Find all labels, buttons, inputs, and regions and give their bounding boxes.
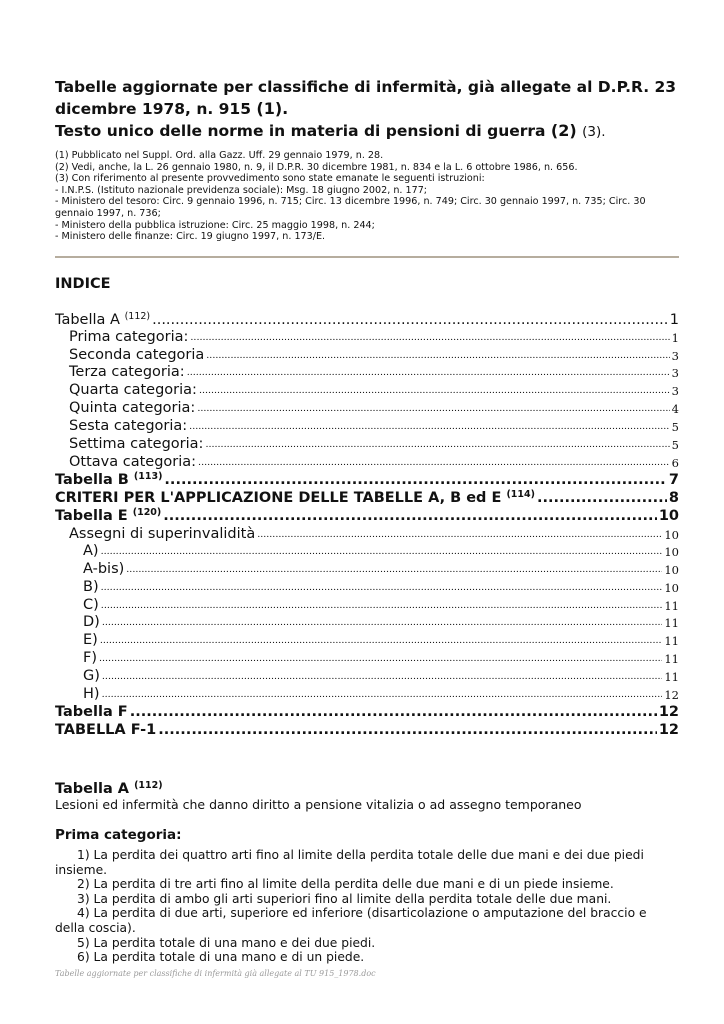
toc-entry-label-text: Sesta categoria: [69,418,188,434]
toc-entry-label [55,382,197,398]
toc-entry-label-text: Terza categoria: [69,364,185,380]
toc-entry-label [55,704,128,720]
toc-entry-label-text: Quarta categoria: [69,382,197,398]
toc-leader-dots [101,599,663,613]
toc-entry-label-text: Prima categoria: [69,329,189,345]
title-line-3 [55,120,679,143]
footnote-ref-1[interactable]: (1). [256,99,289,118]
toc-entry[interactable] [55,630,679,648]
title-line-1: Tabelle aggiornate per classifiche di infermità, già allegate al D.P.R. 23 [55,78,677,96]
toc-entry[interactable] [55,416,679,434]
separator-line [55,256,679,258]
toc-footnote-ref: (114) [506,489,535,500]
toc-entry-label-text: TABELLA F-1 [55,722,157,738]
toc-entry-label [55,329,188,345]
toc-leader-dots [537,490,667,506]
footnote: - Ministero della pubblica istruzione: Circ. 25 maggio 1998, n. 244; [55,219,375,231]
item-list [55,848,679,965]
toc-entry-label [55,650,97,666]
toc-entry-label-text: Tabella B [55,472,134,488]
toc-entry-label-text: Tabella A [55,312,125,328]
toc-entry-label [55,668,100,684]
toc-entry-label [55,347,204,363]
footnote: (3) Con riferimento al presente provvedimento sono state emanate le seguenti istruzioni: [55,173,485,185]
toc-entry[interactable] [55,577,679,595]
toc-entry-label [55,418,187,434]
toc-entry-label-text: Quinta categoria: [69,400,196,416]
toc-page-number: 11 [664,670,679,684]
toc-leader-dots [197,402,669,416]
toc-entry-label [55,471,162,488]
toc-entry-label [55,579,99,595]
toc-page-number: 11 [664,634,679,648]
toc-entry[interactable] [55,559,679,577]
toc-entry-label [55,526,255,542]
toc-footnote-ref: (113) [133,471,163,482]
toc-leader-dots [206,349,669,363]
toc-leader-dots [101,581,663,595]
document-page [55,0,679,1024]
toc-page-number: 4 [671,402,679,416]
toc-entry-label [55,364,185,380]
toc-leader-dots [152,312,668,328]
toc-page-number: 11 [664,599,679,613]
toc-entry[interactable] [55,541,679,559]
toc-entry[interactable] [55,310,679,328]
toc-page-number: 10 [664,528,679,542]
toc-entry-label [55,489,535,506]
toc-entry[interactable] [55,648,679,666]
toc-page-number: 12 [664,688,679,702]
toc-page-number: 6 [671,456,679,470]
section-footnote-ref[interactable]: (112) [134,780,163,791]
category-title: Prima categoria: [55,827,182,843]
toc-leader-dots [257,528,662,542]
list-item: 5) La perdita totale di una mano e dei due piedi. [77,935,376,950]
footnote: - Ministero del tesoro: Circ. 9 gennaio 1996, n. 715; Circ. 13 dicembre 1996, n. 749; Circ. 30 gennaio 1997, n. 735; Circ. 30 gennaio 1997, n. 736; [55,196,646,219]
toc-leader-dots [102,688,663,702]
toc-entry[interactable] [55,595,679,613]
toc-leader-dots [205,438,669,452]
toc-entry-label [55,454,196,470]
list-item: 3) La perdita di ambo gli arti superiori fino al limite della perdita totale delle due mani. [77,891,612,906]
toc-leader-dots [163,508,657,524]
toc-entry-label-text: E) [83,632,98,648]
toc-entry[interactable] [55,524,679,542]
list-item: 1) La perdita dei quattro arti fino al limite della perdita totale delle due mani e dei due piedi insieme. [55,848,644,877]
toc-entry[interactable] [55,380,679,398]
toc-entry-label-text: D) [83,614,100,630]
toc-leader-dots [190,331,669,345]
toc-entry-label-text: Settima categoria: [69,436,204,452]
toc-footnote-ref: (120) [132,507,162,518]
footnote-ref-3[interactable]: (3). [582,124,606,140]
toc-entry[interactable] [55,398,679,416]
toc-entry-label-text: Assegni di superinvalidità [69,526,256,542]
toc-entry[interactable] [55,702,679,720]
toc-page-number: 3 [671,384,679,398]
title-line-2-text: dicembre 1978, n. 915 [55,100,252,118]
toc-leader-dots [187,366,670,380]
toc-entry[interactable] [55,470,679,488]
toc-entry[interactable] [55,488,679,506]
toc-page-number: 7 [668,472,679,488]
footnotes [55,150,679,243]
toc-page-number: 10 [658,508,679,524]
toc-leader-dots [164,472,666,488]
toc-leader-dots [130,704,657,720]
toc-entry[interactable] [55,345,679,363]
toc-footnote-ref: (112) [124,311,151,322]
toc-entry-label-text: H) [83,686,100,702]
toc-leader-dots [189,420,670,434]
toc-leader-dots [99,652,662,666]
toc-page-number: 10 [664,563,679,577]
toc-entry-label-text: G) [83,668,100,684]
toc-entry-label [55,722,156,738]
toc-entry-label-text: A) [83,543,99,559]
toc-leader-dots [100,634,663,648]
footnote: - Ministero delle finanze: Circ. 19 giugno 1997, n. 173/E. [55,231,326,243]
toc-entry-label [55,686,100,702]
toc-heading: INDICE [55,276,111,292]
toc-page-number: 3 [671,349,679,363]
toc-entry-label [55,311,150,328]
toc-entry-label [55,436,203,452]
toc-entry-label [55,400,195,416]
toc-entry-label [55,543,99,559]
toc-entry-label [55,614,100,630]
toc-entry-label-text: F) [83,650,97,666]
toc-entry-label-text: Tabella F [55,704,128,720]
title-line-3-text: Testo unico delle norme in materia di pensioni di guerra [55,122,546,140]
toc-entry-label [55,632,98,648]
toc-entry-label-text: C) [83,597,99,613]
toc-entry[interactable] [55,452,679,470]
toc-entry[interactable] [55,327,679,345]
toc-page-number: 5 [671,438,679,452]
section-title-text: Tabella A [55,781,135,797]
toc-page-number: 12 [658,722,679,738]
toc-page-number: 3 [671,366,679,380]
toc-entry-label-text: A-bis) [83,561,125,577]
toc-entry-label-text: Tabella E [55,508,133,524]
toc-entry-label-text: Seconda categoria [69,347,205,363]
section-subtitle: Lesioni ed infermità che danno diritto a pensione vitalizia o ad assegno temporaneo [55,797,582,812]
toc-page-number: 10 [664,545,679,559]
toc-leader-dots [101,545,663,559]
toc-page-number: 5 [671,420,679,434]
footnote: (2) Vedi, anche, la L. 26 gennaio 1980, n. 9, il D.P.R. 30 dicembre 1981, n. 834 e la L. 6 ottobre 1986, n. 656. [55,161,578,173]
toc-entry[interactable] [55,666,679,684]
toc-entry-label [55,507,161,524]
toc-entry[interactable] [55,684,679,702]
toc-leader-dots [199,384,670,398]
list-item: 2) La perdita di tre arti fino al limite della perdita delle due mani e di un piede insieme. [77,877,614,892]
toc-page-number: 11 [664,652,679,666]
toc-entry[interactable] [55,362,679,380]
list-item: 6) La perdita totale di una mano e di un piede. [77,950,365,965]
toc-leader-dots [102,670,662,684]
toc-entry[interactable] [55,612,679,630]
page-footer: Tabelle aggiornate per classifiche di infermità già allegate al TU 915_1978.doc [55,969,376,978]
toc-page-number: 1 [671,331,679,345]
toc-leader-dots [126,563,662,577]
toc-leader-dots [102,616,663,630]
toc-entry-label-text: B) [83,579,99,595]
toc-entry[interactable] [55,720,679,738]
toc-page-number: 11 [664,616,679,630]
footnote: - I.N.P.S. (Istituto nazionale previdenza sociale): Msg. 18 giugno 2002, n. 177; [55,184,428,196]
toc-page-number: 8 [668,490,679,506]
toc-page-number: 10 [664,581,679,595]
toc-entry-label [55,597,99,613]
toc-leader-dots [158,722,657,738]
toc-entry-label-text: Ottava categoria: [69,454,197,470]
toc-entry-label [55,561,124,577]
toc-page-number: 1 [669,312,679,328]
toc-page-number: 12 [658,704,679,720]
footnote: (1) Pubblicato nel Suppl. Ord. alla Gazz. Uff. 29 gennaio 1979, n. 28. [55,150,384,161]
footnote-ref-2[interactable]: (2) [550,121,577,140]
toc-leader-dots [198,456,670,470]
list-item: 4) La perdita di due arti, superiore ed inferiore (disarticolazione o amputazione del braccio e della coscia). [55,906,647,935]
section-title [55,780,163,797]
toc-entry[interactable] [55,506,679,524]
toc-entry[interactable] [55,434,679,452]
document-title [55,77,679,143]
title-line-2 [55,98,679,120]
toc-entry-label-text: CRITERI PER L'APPLICAZIONE DELLE TABELLE A, B ed E [55,490,507,506]
